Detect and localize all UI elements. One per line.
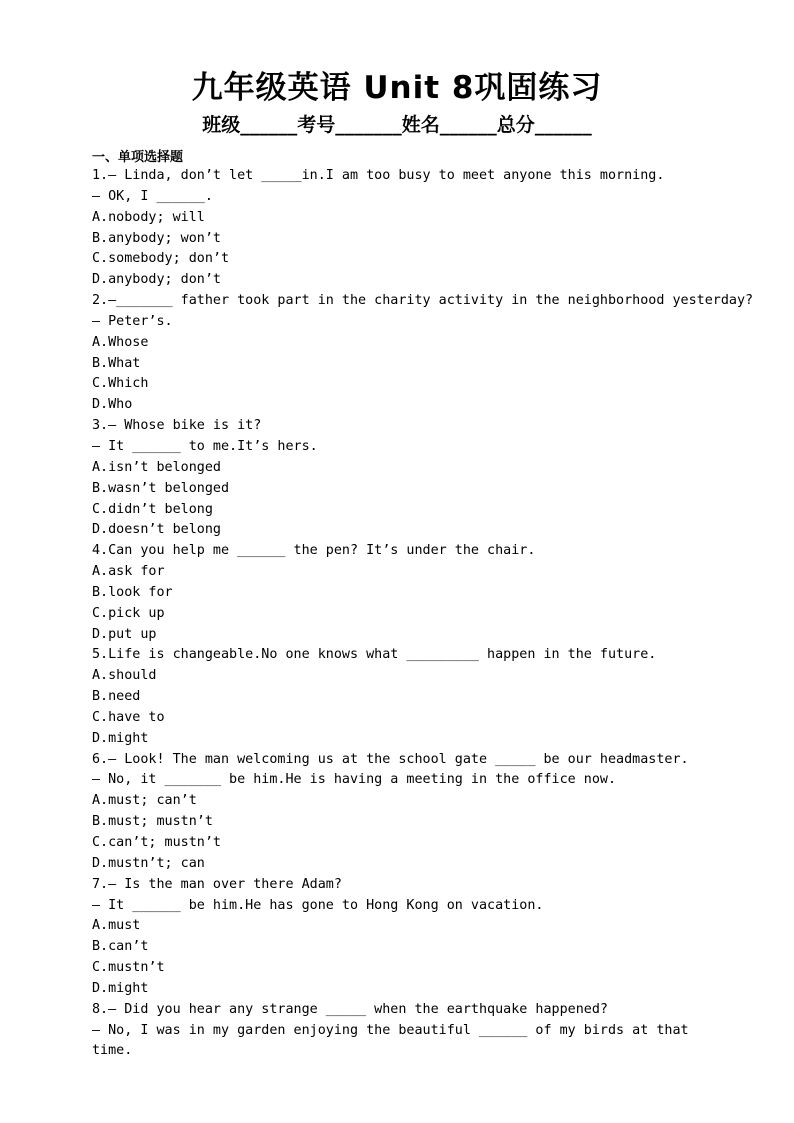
question-stem-line: 8.— Did you hear any strange _____ when the earthquake happened? xyxy=(92,1001,608,1017)
question-stem-line: 5.Life is changeable.No one knows what _________ happen in the future. xyxy=(92,647,657,663)
question-stem-line: 1.— Linda, don’t let _____in.I am too busy to meet anyone this morning. xyxy=(92,168,665,183)
answer-option: A.ask for xyxy=(92,564,165,580)
answer-option: D.might xyxy=(92,980,149,996)
question-item xyxy=(92,291,754,416)
answer-option: C.Which xyxy=(92,376,149,392)
question-stem-line: time. xyxy=(92,1043,133,1059)
answer-option: C.mustn’t xyxy=(92,960,165,976)
answer-option: B.must; mustn’t xyxy=(92,814,213,830)
answer-option: D.put up xyxy=(92,626,157,642)
answer-option: C.have to xyxy=(92,709,165,725)
answer-option: C.somebody; don’t xyxy=(92,251,230,267)
answer-option: A.should xyxy=(92,668,157,684)
section-heading: 一、单项选择题 xyxy=(92,150,184,165)
answer-option: C.didn’t belong xyxy=(92,501,213,517)
answer-option: B.What xyxy=(92,355,141,371)
answer-option: B.need xyxy=(92,689,141,705)
answer-option: B.look for xyxy=(92,584,173,600)
answer-option: B.wasn’t belonged xyxy=(92,480,230,496)
question-list xyxy=(92,166,754,1062)
answer-option: A.nobody; will xyxy=(92,209,205,225)
question-item xyxy=(92,166,742,291)
question-stem-line: — It ______ to me.It’s hers. xyxy=(92,438,318,454)
question-stem-line: 2.—_______ father took part in the charity activity in the neighborhood yesterday? xyxy=(92,293,754,309)
page-title: 九年级英语 Unit 8巩固练习 xyxy=(191,70,603,106)
answer-option: D.anybody; don’t xyxy=(92,272,221,288)
question-stem-line: — No, it _______ be him.He is having a meeting in the office now. xyxy=(92,772,617,788)
answer-option: A.must; can’t xyxy=(92,793,197,809)
question-item xyxy=(92,645,742,749)
answer-option: A.must xyxy=(92,918,141,934)
question-item xyxy=(92,875,742,1000)
answer-option: A.Whose xyxy=(92,334,149,350)
question-item xyxy=(92,750,742,875)
answer-option: B.anybody; won’t xyxy=(92,230,221,246)
answer-option: D.doesn’t belong xyxy=(92,522,221,538)
question-stem-line: 7.— Is the man over there Adam? xyxy=(92,876,342,892)
answer-option: C.can’t; mustn’t xyxy=(92,835,221,850)
question-stem-line: — No, I was in my garden enjoying the beautiful ______ of my birds at that xyxy=(92,1022,689,1038)
question-stem-line: 6.— Look! The man welcoming us at the school gate _____ be our headmaster. xyxy=(92,751,689,767)
question-stem-line: — It ______ be him.He has gone to Hong Kong on vacation. xyxy=(92,897,544,913)
question-stem-line: 3.— Whose bike is it? xyxy=(92,418,262,434)
answer-option: B.can’t xyxy=(92,939,149,955)
answer-option: D.Who xyxy=(92,397,133,413)
question-stem-line: — Peter’s. xyxy=(92,313,173,329)
question-stem-line: — OK, I ______. xyxy=(92,188,213,204)
student-info-line: 班级______考号_______姓名______总分______ xyxy=(202,114,592,136)
answer-option: A.isn’t belonged xyxy=(92,459,221,475)
question-item xyxy=(92,1000,742,1063)
answer-option: D.mustn’t; can xyxy=(92,855,205,871)
question-stem-line: 4.Can you help me ______ the pen? It’s under the chair. xyxy=(92,543,536,559)
answer-option: D.might xyxy=(92,730,149,746)
answer-option: C.pick up xyxy=(92,605,165,621)
question-item xyxy=(92,416,742,541)
question-item xyxy=(92,541,742,645)
